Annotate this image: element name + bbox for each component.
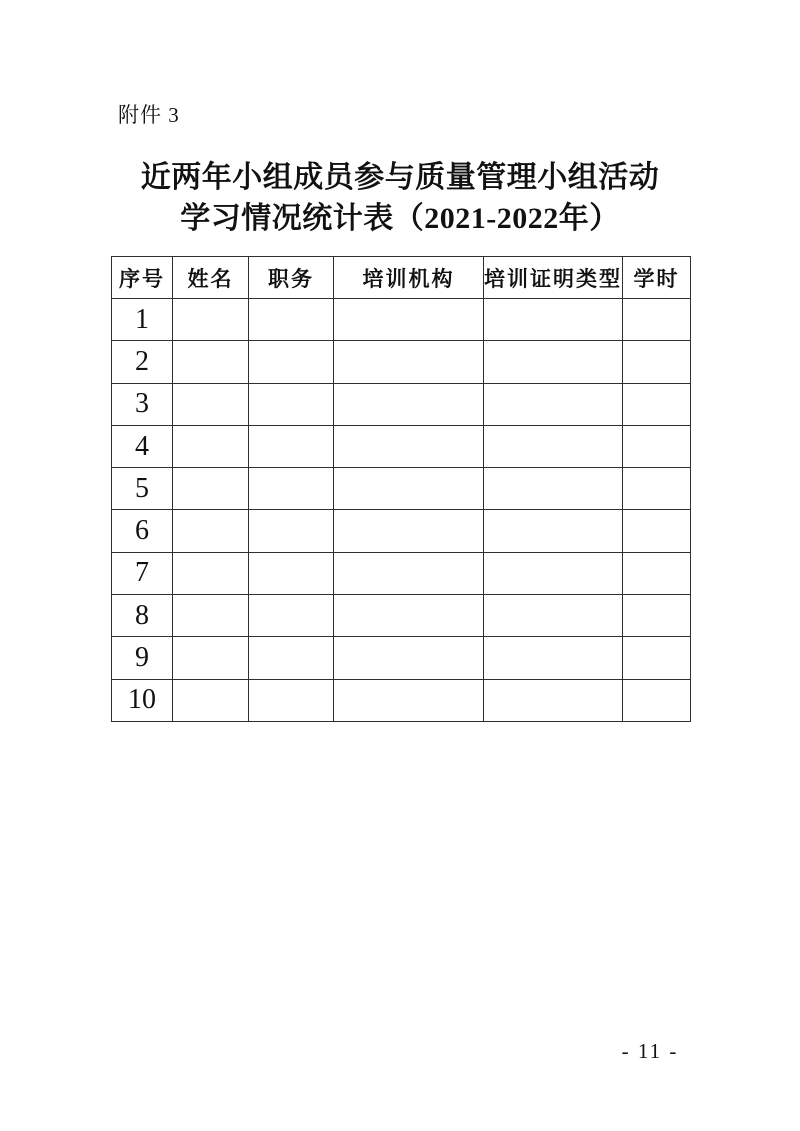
table-row: [112, 679, 691, 721]
empty-cell: [334, 468, 484, 510]
empty-cell: [334, 552, 484, 594]
empty-cell: [484, 341, 623, 383]
empty-cell: [334, 299, 484, 341]
empty-cell: [334, 510, 484, 552]
empty-cell: [334, 425, 484, 467]
empty-cell: [249, 425, 334, 467]
table-row: [112, 510, 691, 552]
table-row: [112, 468, 691, 510]
empty-cell: [173, 425, 249, 467]
serial-cell: 5: [112, 468, 173, 510]
empty-cell: [623, 383, 691, 425]
empty-cell: [484, 552, 623, 594]
empty-cell: [173, 468, 249, 510]
empty-cell: [249, 595, 334, 637]
empty-cell: [249, 679, 334, 721]
empty-cell: [249, 637, 334, 679]
empty-cell: [623, 425, 691, 467]
table-row: [112, 637, 691, 679]
table-row: [112, 552, 691, 594]
empty-cell: [334, 383, 484, 425]
serial-cell: 10: [112, 679, 173, 721]
empty-cell: [484, 637, 623, 679]
empty-cell: [623, 595, 691, 637]
empty-cell: [623, 299, 691, 341]
table-row: [112, 383, 691, 425]
serial-cell: 4: [112, 425, 173, 467]
empty-cell: [334, 637, 484, 679]
empty-cell: [173, 595, 249, 637]
empty-cell: [484, 468, 623, 510]
empty-cell: [249, 341, 334, 383]
header-certificate-type: 培训证明类型: [484, 257, 623, 299]
empty-cell: [249, 510, 334, 552]
header-position: 职务: [249, 257, 334, 299]
empty-cell: [249, 383, 334, 425]
page-number: - 11 -: [621, 1039, 679, 1063]
table-row: [112, 341, 691, 383]
serial-cell: 3: [112, 383, 173, 425]
empty-cell: [484, 383, 623, 425]
empty-cell: [249, 468, 334, 510]
empty-cell: [623, 341, 691, 383]
table-header-row: [112, 257, 691, 299]
doc-title-line2: 学习情况统计表（2021-2022年）: [180, 202, 620, 235]
doc-title: [0, 157, 800, 239]
table-row: [112, 595, 691, 637]
doc-title-line1: 近两年小组成员参与质量管理小组活动: [140, 161, 660, 194]
empty-cell: [334, 679, 484, 721]
serial-cell: 9: [112, 637, 173, 679]
empty-cell: [484, 425, 623, 467]
empty-cell: [334, 595, 484, 637]
empty-cell: [173, 510, 249, 552]
empty-cell: [173, 299, 249, 341]
header-class-hours: 学时: [623, 257, 691, 299]
table-row: [112, 425, 691, 467]
serial-cell: 8: [112, 595, 173, 637]
empty-cell: [484, 595, 623, 637]
serial-cell: 7: [112, 552, 173, 594]
empty-cell: [484, 679, 623, 721]
empty-cell: [623, 510, 691, 552]
empty-cell: [623, 637, 691, 679]
empty-cell: [623, 679, 691, 721]
empty-cell: [249, 552, 334, 594]
empty-cell: [173, 552, 249, 594]
empty-cell: [334, 341, 484, 383]
empty-cell: [623, 552, 691, 594]
attachment-label: 附件 3: [118, 103, 180, 127]
header-serial: 序号: [112, 257, 173, 299]
empty-cell: [249, 299, 334, 341]
serial-cell: 2: [112, 341, 173, 383]
empty-cell: [484, 510, 623, 552]
training-stats-table: [111, 256, 691, 722]
empty-cell: [484, 299, 623, 341]
empty-cell: [623, 468, 691, 510]
empty-cell: [173, 679, 249, 721]
table-row: [112, 299, 691, 341]
empty-cell: [173, 341, 249, 383]
header-name: 姓名: [173, 257, 249, 299]
empty-cell: [173, 637, 249, 679]
empty-cell: [173, 383, 249, 425]
serial-cell: 6: [112, 510, 173, 552]
header-training-institution: 培训机构: [334, 257, 484, 299]
serial-cell: 1: [112, 299, 173, 341]
